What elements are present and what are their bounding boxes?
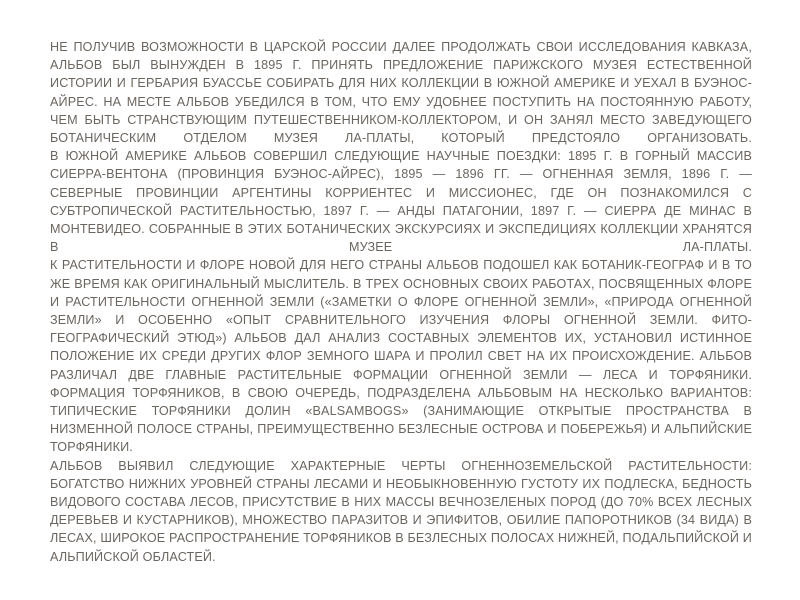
paragraph-4: АЛЬБОВ ВЫЯВИЛ СЛЕДУЮЩИЕ ХАРАКТЕРНЫЕ ЧЕРТЫ ОГНЕННОЗЕМЕЛЬСКОЙ РАСТИТЕЛЬНОСТИ: БОГАТСТВО НИЖНИХ УРОВНЕЙ СТРАНЫ ЛЕСАМИ И НЕОБЫКНОВЕННУЮ ГУСТОТУ ИХ ПОДЛЕСКА, БЕДНОСТЬ ВИДОВОГО СОСТАВА ЛЕСОВ, ПРИСУТСТВИЕ В НИХ МАССЫ ВЕЧНОЗЕЛЕНЫХ ПОРОД (ДО 70% ВСЕХ ЛЕСНЫХ ДЕРЕВЬЕВ И КУСТАРНИКОВ), МНОЖЕСТВО ПАРАЗИТОВ И ЭПИФИТОВ, ОБИЛИЕ ПАПОРОТНИКОВ (34 ВИДА) В ЛЕСАХ, ШИРОКОЕ РАСПРОСТРАНЕНИЕ ТОРФЯНИКОВ В БЕЗЛЕСНЫХ ПОЛОСАХ НИЖНЕЙ, ПОДАЛЬПИЙСКОЙ И АЛЬПИЙСКОЙ ОБЛАСТЕЙ.: [50, 458, 752, 564]
paragraph-2: В ЮЖНОЙ АМЕРИКЕ АЛЬБОВ СОВЕРШИЛ СЛЕДУЮЩИЕ НАУЧНЫЕ ПОЕЗДКИ: 1895 Г. В ГОРНЫЙ МАССИВ СИЕРРА-ВЕНТОНА (ПРОВИНЦИЯ БУЭНОС-АЙРЕС), 1895 — 1896 ГГ. — ОГНЕННАЯ ЗЕМЛЯ, 1896 Г. — СЕВЕРНЫЕ ПРОВИНЦИИ АРГЕНТИНЫ КОРРИЕНТЕС И МИССИОНЕС, ГДЕ ОН ПОЗНАКОМИЛСЯ С СУБТРОПИЧЕСКОЙ РАСТИТЕЛЬНОСТЬЮ, 1897 Г. — АНДЫ ПАТАГОНИИ, 1897 Г. — СИЕРРА ДЕ МИНАС В МОНТЕВИДЕО. СОБРАННЫЕ В ЭТИХ БОТАНИЧЕСКИХ ЭКСКУРСИЯХ И ЭКСПЕДИЦИЯХ КОЛЛЕКЦИИ ХРАНЯТСЯ В МУЗЕЕ ЛА-ПЛАТЫ.: [50, 149, 752, 255]
body-text: [50, 38, 752, 566]
paragraph-3: К РАСТИТЕЛЬНОСТИ И ФЛОРЕ НОВОЙ ДЛЯ НЕГО СТРАНЫ АЛЬБОВ ПОДОШЕЛ КАК БОТАНИК-ГЕОГРАФ И В ТО ЖЕ ВРЕМЯ КАК ОРИГИНАЛЬНЫЙ МЫСЛИТЕЛЬ. В ТРЕХ ОСНОВНЫХ СВОИХ РАБОТАХ, ПОСВЯЩЕННЫХ ФЛОРЕ И РАСТИТЕЛЬНОСТИ ОГНЕННОЙ ЗЕМЛИ («ЗАМЕТКИ О ФЛОРЕ ОГНЕННОЙ ЗЕМЛИ», «ПРИРОДА ОГНЕННОЙ ЗЕМЛИ» И ОСОБЕННО «ОПЫТ СРАВНИТЕЛЬНОГО ИЗУЧЕНИЯ ФЛОРЫ ОГНЕННОЙ ЗЕМЛИ. ФИТО-ГЕОГРАФИЧЕСКИЙ ЭТЮД») АЛЬБОВ ДАЛ АНАЛИЗ СОСТАВНЫХ ЭЛЕМЕНТОВ ИХ, УСТАНОВИЛ ИСТИННОЕ ПОЛОЖЕНИЕ ИХ СРЕДИ ДРУГИХ ФЛОР ЗЕМНОГО ШАРА И ПРОЛИЛ СВЕТ НА ИХ ПРОИСХОЖДЕНИЕ. АЛЬБОВ РАЗЛИЧАЛ ДВЕ ГЛАВНЫЕ РАСТИТЕЛЬНЫЕ ФОРМАЦИИ ОГНЕННОЙ ЗЕМЛИ — ЛЕСА И ТОРФЯНИКИ. ФОРМАЦИЯ ТОРФЯНИКОВ, В СВОЮ ОЧЕРЕДЬ, ПОДРАЗДЕЛЕНА АЛЬБОВЫМ НА НЕСКОЛЬКО ВАРИАНТОВ: ТИПИЧЕСКИЕ ТОРФЯНИКИ ДОЛИН «BALSAMBOGS» (ЗАНИМАЮЩИЕ ОТКРЫТЫЕ ПРОСТРАНСТВА В НИЗМЕННОЙ ПОЛОСЕ СТРАНЫ, ПРЕИМУЩЕСТВЕННО БЕЗЛЕСНЫЕ ОСТРОВА И ПОБЕРЕЖЬЯ) И АЛЬПИЙСКИЕ ТОРФЯНИКИ.: [50, 258, 752, 455]
paragraph-1: НЕ ПОЛУЧИВ ВОЗМОЖНОСТИ В ЦАРСКОЙ РОССИИ ДАЛЕЕ ПРОДОЛЖАТЬ СВОИ ИССЛЕДОВАНИЯ КАВКАЗА, АЛЬБОВ БЫЛ ВЫНУЖДЕН В 1895 Г. ПРИНЯТЬ ПРЕДЛОЖЕНИЕ ПАРИЖСКОГО МУЗЕЯ ЕСТЕСТВЕННОЙ ИСТОРИИ И ГЕРБАРИЯ БУАССЬЕ СОБИРАТЬ ДЛЯ НИХ КОЛЛЕКЦИИ В ЮЖНОЙ АМЕРИКЕ И УЕХАЛ В БУЭНОС-АЙРЕС. НА МЕСТЕ АЛЬБОВ УБЕДИЛСЯ В ТОМ, ЧТО ЕМУ УДОБНЕЕ ПОСТУПИТЬ НА ПОСТОЯННУЮ РАБОТУ, ЧЕМ БЫТЬ СТРАНСТВУЮЩИМ ПУТЕШЕСТВЕННИКОМ-КОЛЛЕКТОРОМ, И ОН ЗАНЯЛ МЕСТО ЗАВЕДУЮЩЕГО БОТАНИЧЕСКИМ ОТДЕЛОМ МУЗЕЯ ЛА-ПЛАТЫ, КОТОРЫЙ ПРЕДСТОЯЛО ОРГАНИЗОВАТЬ.: [50, 40, 752, 146]
